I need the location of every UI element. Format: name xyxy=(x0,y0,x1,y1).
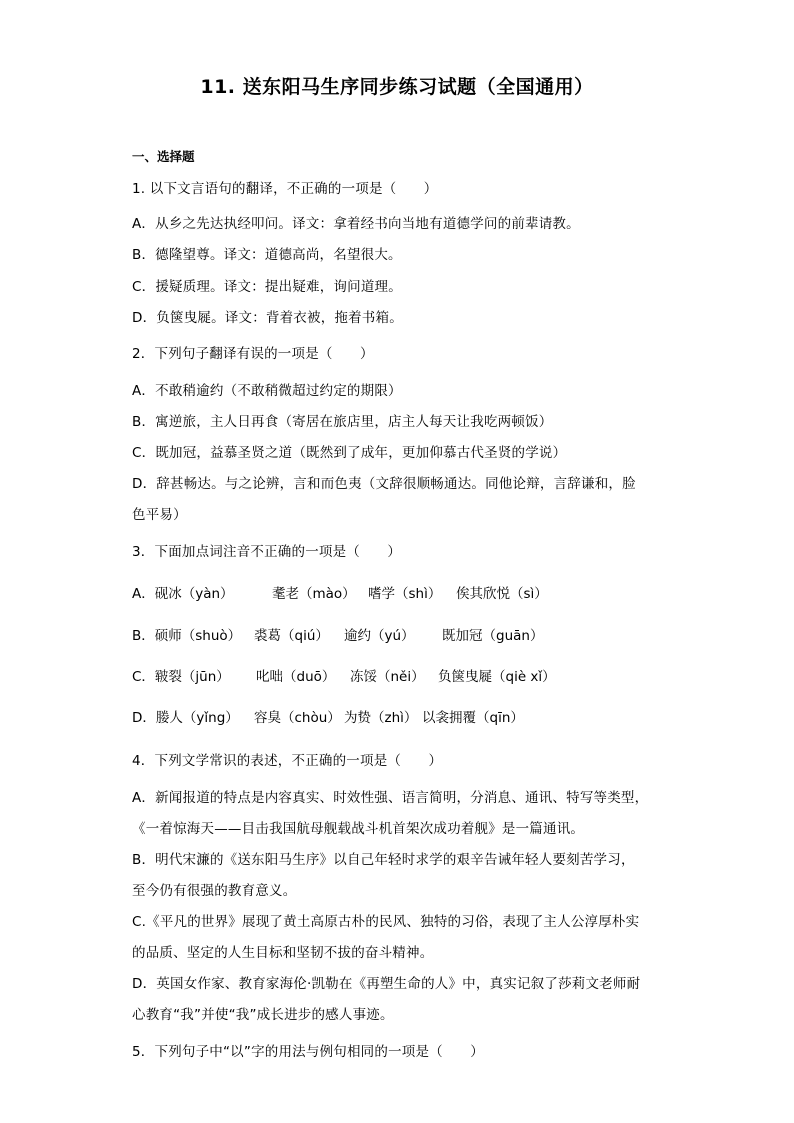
pinyin-item: 叱咄（duō） xyxy=(256,669,336,685)
question-4-option-d-line1: D．英国女作家、教育家海伦·凯勒在《再塑生命的人》中，真实记叙了莎莉文老师耐 xyxy=(132,976,641,992)
question-1-stem: 1. 以下文言语句的翻译，不正确的一项是（ ） xyxy=(132,181,438,197)
question-4-stem: 4．下列文学常识的表述，不正确的一项是（ ） xyxy=(132,753,443,769)
pinyin-item: 负箧曳屣（qiè xǐ） xyxy=(438,669,556,685)
question-4-option-c-line1: C.《平凡的世界》展现了黄土高原古朴的民风、独特的习俗，表现了主人公淳厚朴实 xyxy=(132,914,640,930)
pinyin-item: 俟其欣悦（sì） xyxy=(456,586,548,602)
pinyin-item: C．皲裂（jūn） xyxy=(132,669,230,685)
pinyin-item: 既加冠（guān） xyxy=(442,628,544,644)
question-4-option-b-line2: 至今仍有很强的教育意义。 xyxy=(132,883,297,899)
question-2-option-a: A．不敢稍逾约（不敢稍微超过约定的期限） xyxy=(132,383,402,399)
question-3-stem: 3．下面加点词注音不正确的一项是（ ） xyxy=(132,544,402,560)
question-2-option-b: B．寓逆旅，主人日再食（寄居在旅店里，店主人每天让我吃两顿饭） xyxy=(132,414,553,430)
pinyin-item: 冻馁（něi） xyxy=(350,669,425,685)
question-1-option-b: B．德隆望尊。译文：道德高尚，名望很大。 xyxy=(132,247,402,263)
question-2-option-c: C．既加冠，益慕圣贤之道（既然到了成年，更加仰慕古代圣贤的学说） xyxy=(132,445,567,461)
question-1-option-d: D．负箧曳屣。译文：背着衣被，拖着书箱。 xyxy=(132,310,403,326)
section-heading: 一、选择题 xyxy=(132,149,195,164)
pinyin-item: B．硕师（shuò） xyxy=(132,628,242,644)
question-5-stem: 5．下列句子中“以”字的用法与例句相同的一项是（ ） xyxy=(132,1044,484,1060)
question-4-option-b-line1: B．明代宋濂的《送东阳马生序》以自己年轻时求学的艰辛告诫年轻人要刻苦学习， xyxy=(132,852,635,868)
pinyin-item: 嗜学（shì） xyxy=(368,586,442,602)
pinyin-item: 逾约（yú） xyxy=(344,628,415,644)
page-title: 11. 送东阳马生序同步练习试题（全国通用） xyxy=(200,76,594,98)
question-2-option-d-line2: 色平易） xyxy=(132,507,187,523)
pinyin-item: 以衾拥覆（qīn） xyxy=(422,710,524,726)
pinyin-item: D．媵人（yǐng） xyxy=(132,710,239,726)
question-2-option-d-line1: D．辞甚畅达。与之论辨，言和而色夷（文辞很顺畅通达。同他论辩，言辞谦和，脸 xyxy=(132,476,636,492)
question-1-option-c: C．援疑质理。译文：提出疑难，询问道理。 xyxy=(132,279,402,295)
pinyin-item: 耄老（mào） xyxy=(272,586,356,602)
question-4-option-a-line1: A．新闻报道的特点是内容真实、时效性强、语言简明，分消息、通讯、特写等类型， xyxy=(132,790,649,806)
question-4-option-c-line2: 的品质、坚定的人生目标和坚韧不拔的奋斗精神。 xyxy=(132,945,434,961)
question-1-option-a: A．从乡之先达执经叩问。译文：拿着经书向当地有道德学问的前辈请教。 xyxy=(132,216,580,232)
pinyin-item: A．砚冰（yàn） xyxy=(132,586,234,602)
question-2-stem: 2．下列句子翻译有误的一项是（ ） xyxy=(132,346,374,362)
pinyin-item: 为贽（zhì） xyxy=(344,710,418,726)
question-4-option-d-line2: 心教育“我”并使“我”成长进步的感人事迹。 xyxy=(132,1007,394,1023)
pinyin-item: 容臭（chòu） xyxy=(254,710,341,726)
pinyin-item: 裘葛（qiú） xyxy=(254,628,329,644)
question-4-option-a-line2: 《一着惊海天——目击我国航母舰载战斗机首架次成功着舰》是一篇通讯。 xyxy=(132,821,585,837)
